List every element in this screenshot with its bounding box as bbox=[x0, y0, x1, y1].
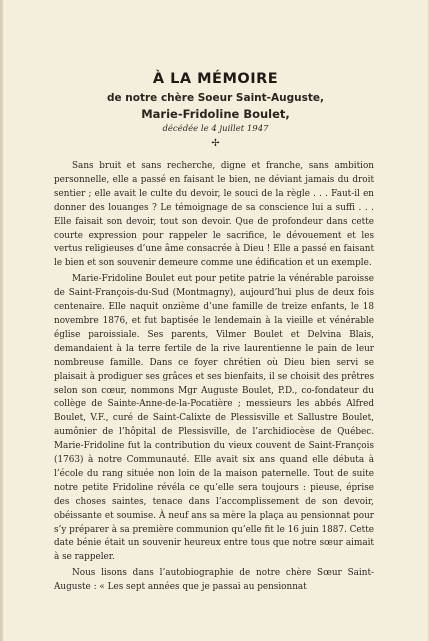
paragraph-3: Nous lisons dans l’autobiographie de notre chère Sœur Saint-Auguste : « Les sept années que je passai au pensionnat bbox=[54, 568, 374, 593]
person-name: Marie-Fridoline Boulet, bbox=[141, 107, 290, 121]
paragraph-2: Marie-Fridoline Boulet eut pour petite patrie la vénérable paroisse de Saint-François-du-Sud (Montmagny), aujourd’hui plus de deux fois centenaire. Elle naquit onzième d’une famille de treize enfants, le 18 novembre 1876, et fut baptisée le lendemain à la vieille et vénérable église paroissiale. Ses parents, Vilmer Boulet et Delvina Blais, demandaient à la terre fertile de la rive laurentienne le pain de leur nombreuse famille. Dans ce foyer chrétien où Dieu bien servi se plaisait à prodiguer ses grâces et ses bienfaits, il se choisit des prêtres selon son cœur, nommons Mgr Auguste Boulet, P.D., co-fondateur du collège de Sainte-Anne-de-la-Pocatière ; messieurs les abbés Alfred Boulet, V.F., curé de Saint-Calixte de Plessisville et Sallustre Boulet, aumônier de l’hôpital de Plessisville, de l’archidiocèse de Québec. Marie-Fridoline fut la contribution du vieux couvent de Saint-François (1763) à notre Communauté. Elle avait six ans quand elle débuta à l’école du rang située non loin de la maison paternelle. Tout de suite notre petite Fridoline révéla ce qu’elle sera toujours : pieuse, éprise des choses saintes, tenace dans l’accomplissement de son devoir, obéissante et soumise. À neuf ans sa mère la plaça au pensionnat pour s’y préparer à sa première communion qu’elle fit le 16 juin 1887. Cette date bénie était un souvenir heureux entre tous que notre sœur aimait à se rappeler. bbox=[54, 274, 374, 563]
death-date: décédée le 4 juillet 1947 bbox=[162, 124, 269, 134]
paragraph-1: Sans bruit et sans recherche, digne et franche, sans ambition personnelle, elle a passé en faisant le bien, ne déviant jamais du droit sentier ; elle avait le culte du devoir, le souci de la règle . . . Faut-il en donner des louanges ? Le témoignage de sa conscience lui a suffi . . . Elle faisait son devoir, tout son devoir. Que de profondeur dans cette courte expression pour rappeler le sacrifice, le dévouement et les vertus religieuses d’une âme consacrée à Dieu ! Elle a passé en faisant le bien et son souvenir demeure comme une édification et un exemple. bbox=[54, 161, 374, 269]
dedication-line: de notre chère Soeur Saint-Auguste, bbox=[106, 92, 324, 104]
cross-ornament-icon: ✢ bbox=[211, 138, 220, 149]
page-title: À LA MÉMOIRE bbox=[152, 71, 279, 87]
memorial-body bbox=[54, 160, 374, 595]
memorial-header bbox=[1, 71, 430, 150]
